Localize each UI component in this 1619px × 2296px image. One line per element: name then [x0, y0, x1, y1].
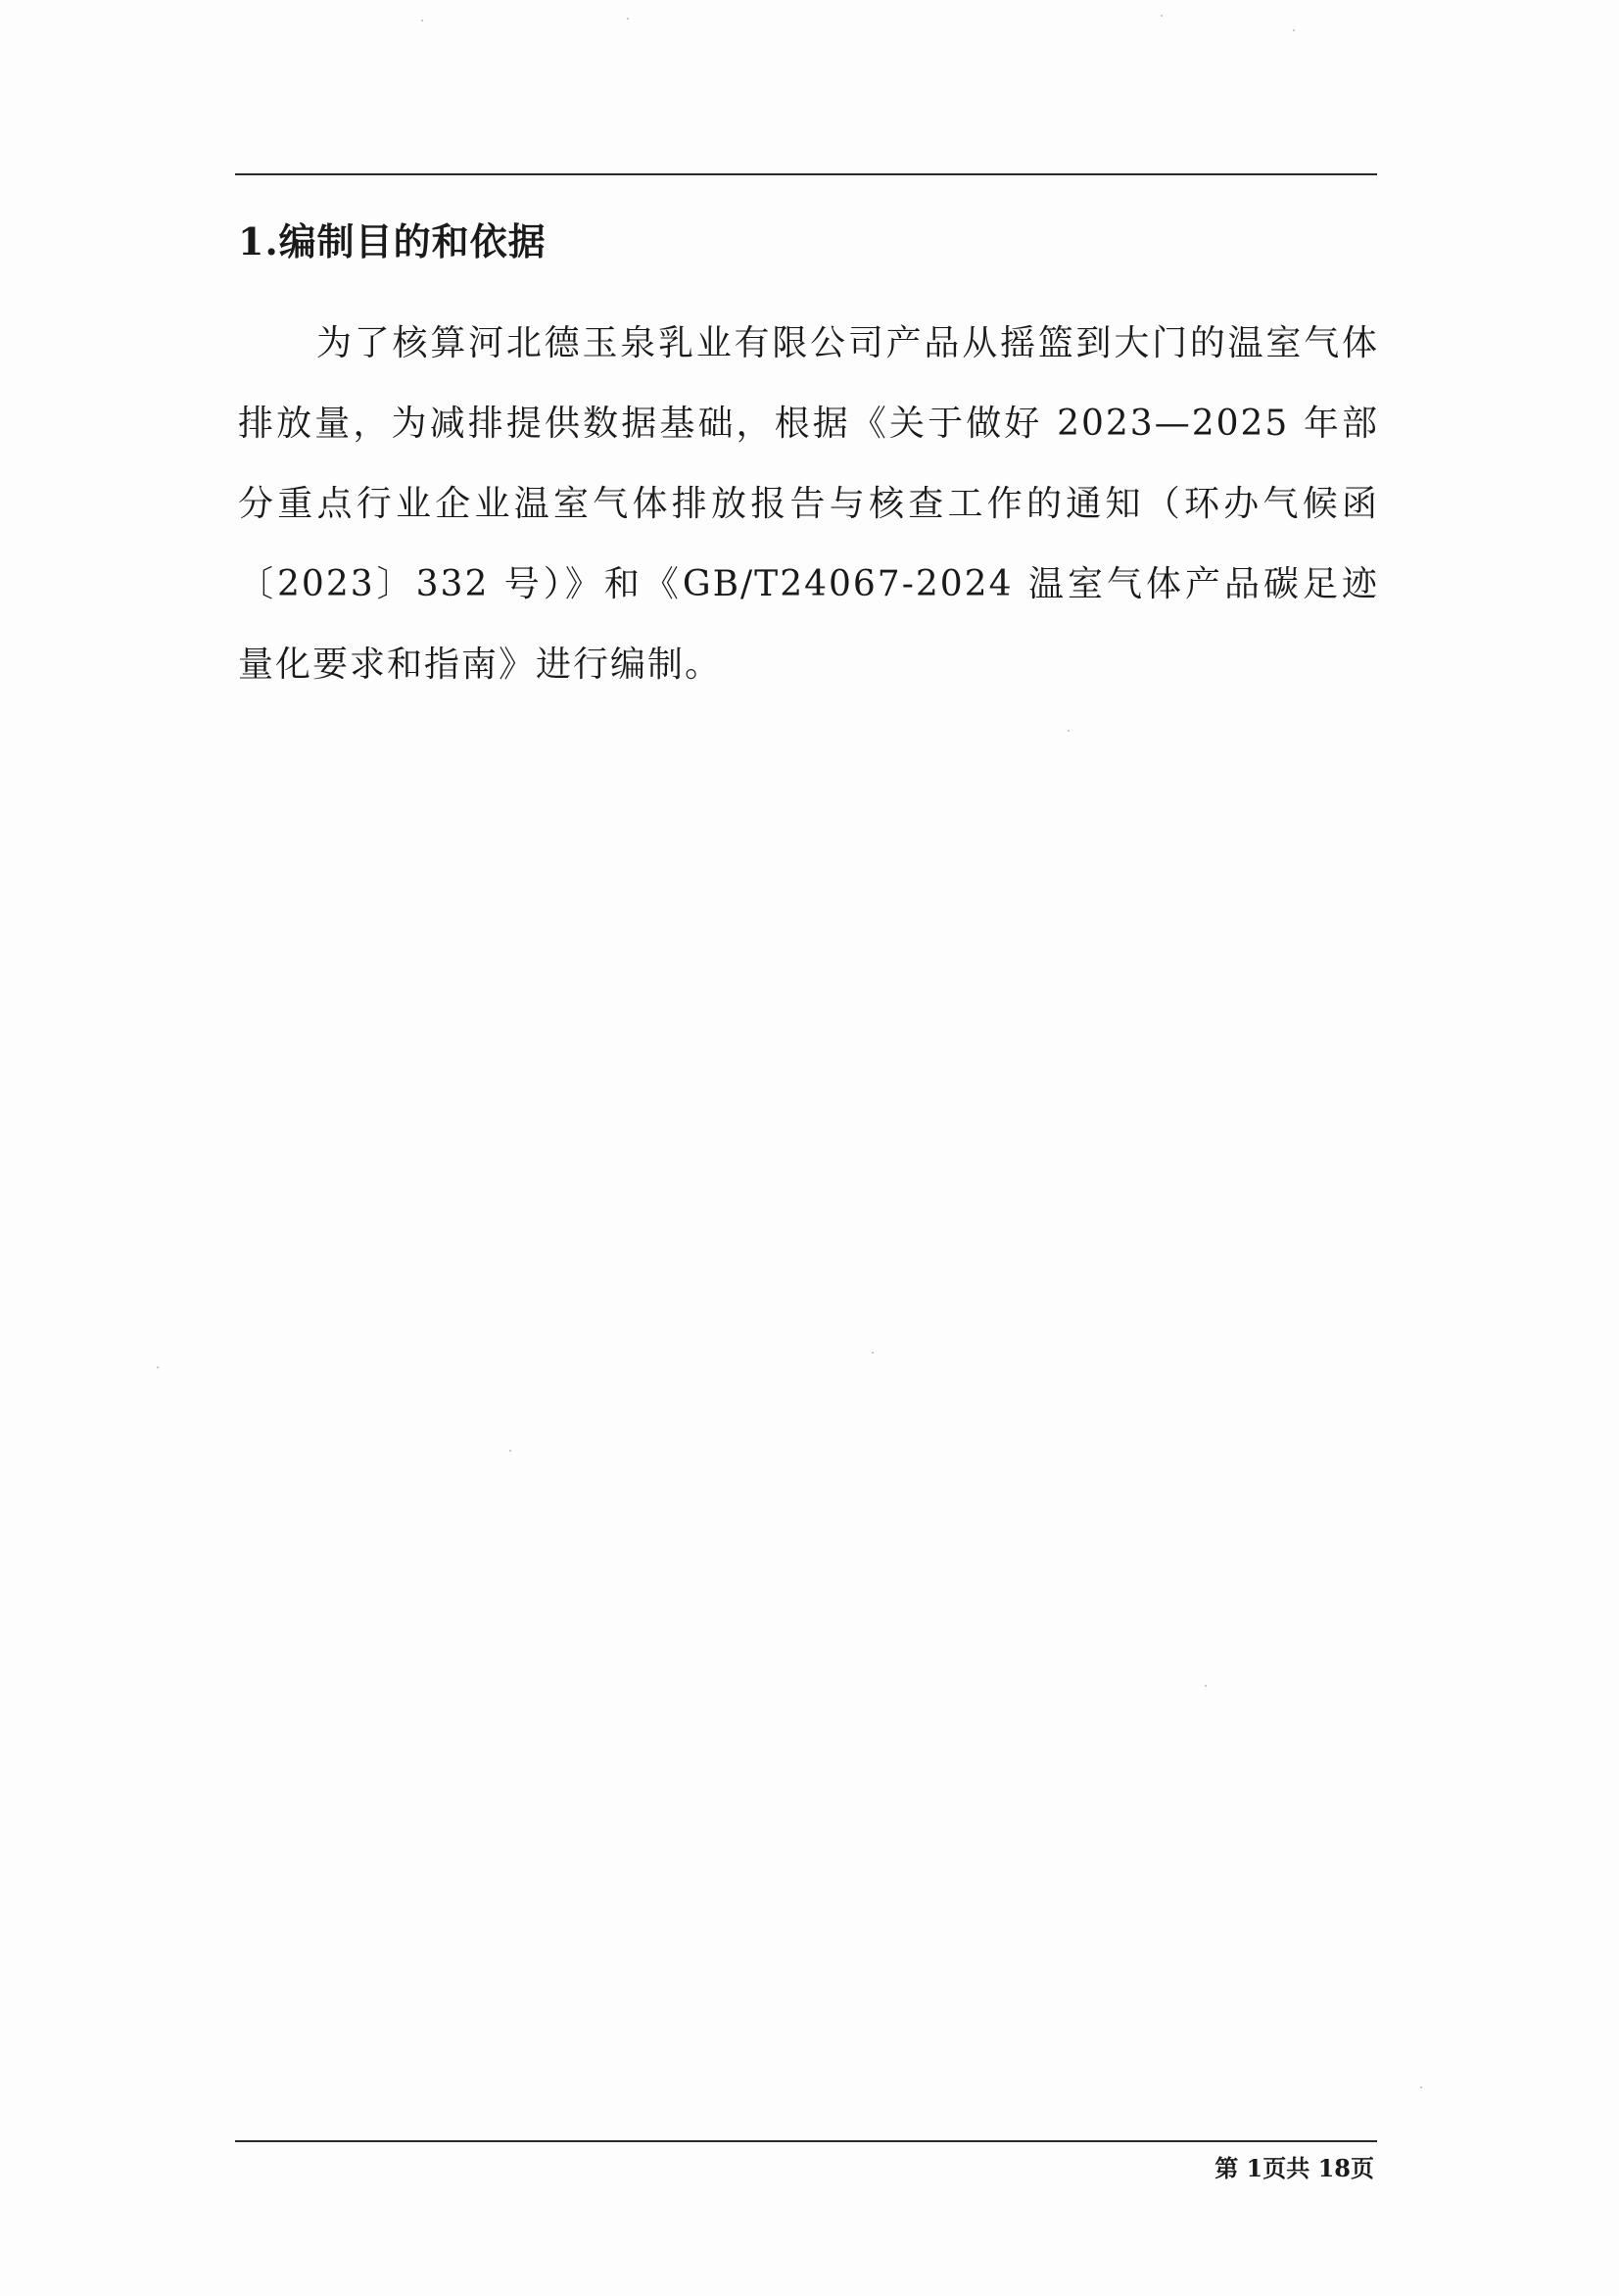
scan-speck	[1068, 730, 1070, 732]
section-heading: 1.编制目的和依据	[238, 219, 547, 263]
header-divider	[235, 173, 1377, 175]
scan-speck	[1293, 29, 1295, 31]
scan-speck	[1205, 1685, 1207, 1687]
scan-speck	[1161, 15, 1163, 17]
scan-speck	[872, 1352, 874, 1354]
body-paragraph: 为了核算河北德玉泉乳业有限公司产品从摇篮到大门的温室气体排放量，为减排提供数据基础，根据《关于做好 2023—2025 年部分重点行业企业温室气体排放报告与核查工作的通知（环办气候函〔2023〕332 号）》和《GB/T24067-2024 温室气体产品碳足迹量化要求和指南》进行编制。	[238, 323, 1379, 685]
scan-speck	[421, 20, 423, 22]
scan-speck	[1420, 2086, 1422, 2088]
page-number: 第 1页共 18页	[1214, 2154, 1374, 2182]
scan-speck	[157, 1366, 159, 1368]
footer-divider	[235, 2140, 1377, 2142]
scan-speck	[627, 18, 629, 20]
scan-speck	[509, 1450, 511, 1452]
